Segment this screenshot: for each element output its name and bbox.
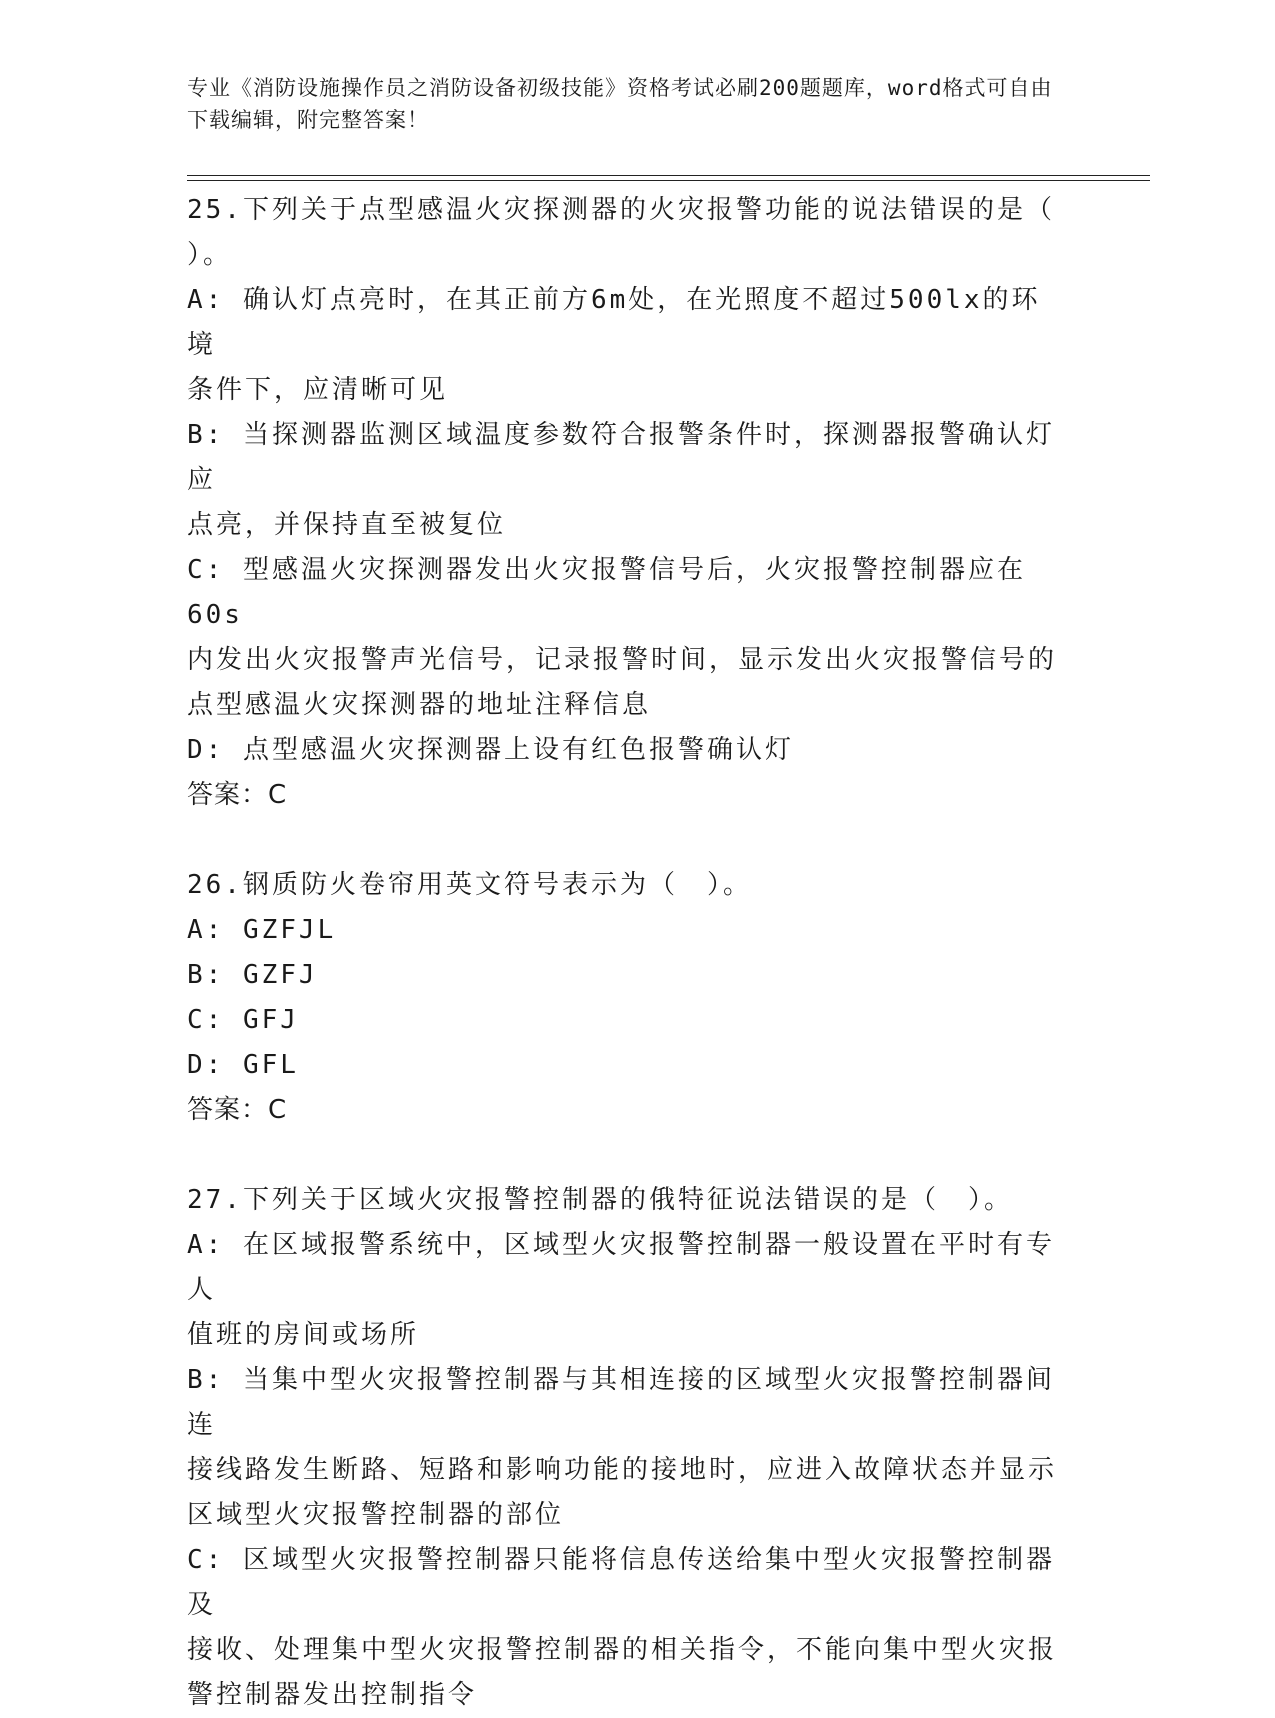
option-line: 接线路发生断路、短路和影响功能的接地时，应进入故障状态并显示 xyxy=(187,1455,1058,1485)
option-line: A: 确认灯点亮时，在其正前方6m处，在光照度不超过500lx的环境 xyxy=(187,285,1041,360)
option-line: D: 点型感温火灾探测器上设有红色报警确认灯 xyxy=(187,735,794,765)
option-line: 点型感温火灾探测器的地址注释信息 xyxy=(187,690,652,720)
option-line: 区域型火灾报警控制器的部位 xyxy=(187,1500,565,1530)
question-26 xyxy=(187,863,1067,1133)
option-a xyxy=(187,908,1067,953)
option-line: B: GZFJ xyxy=(187,960,318,990)
question-stem-line: 26.钢质防火卷帘用英文符号表示为（ ）。 xyxy=(187,870,752,900)
option-line: C: 区域型火灾报警控制器只能将信息传送给集中型火灾报警控制器及 xyxy=(187,1545,1055,1620)
answer-line: 答案：C xyxy=(187,1095,288,1125)
option-a xyxy=(187,278,1067,413)
question-27 xyxy=(187,1178,1067,1718)
option-c xyxy=(187,998,1067,1043)
question-25 xyxy=(187,188,1067,818)
option-line: 点亮，并保持直至被复位 xyxy=(187,510,507,540)
option-line: 值班的房间或场所 xyxy=(187,1320,420,1350)
question-spacer xyxy=(187,1133,1067,1178)
option-line: 接收、处理集中型火灾报警控制器的相关指令，不能向集中型火灾报 xyxy=(187,1635,1058,1665)
question-stem-line: 25.下列关于点型感温火灾探测器的火灾报警功能的说法错误的是（ xyxy=(187,195,1055,225)
header-divider-top xyxy=(187,175,1150,176)
option-c xyxy=(187,548,1067,728)
option-b xyxy=(187,953,1067,998)
option-line: 条件下，应清晰可见 xyxy=(187,375,449,405)
question-list xyxy=(187,188,1067,1718)
question-stem-line: ）。 xyxy=(187,240,233,270)
option-line: 内发出火灾报警声光信号，记录报警时间，显示发出火灾报警信号的 xyxy=(187,645,1058,675)
option-c xyxy=(187,1538,1067,1718)
header-intro-text: 专业《消防设施操作员之消防设备初级技能》资格考试必刷200题题库，word格式可自由下载编辑，附完整答案！ xyxy=(187,76,1053,132)
option-line: 警控制器发出控制指令 xyxy=(187,1680,478,1710)
option-line: C: GFJ xyxy=(187,1005,299,1035)
answer-line: 答案：C xyxy=(187,780,288,810)
document-header xyxy=(187,72,1067,136)
header-divider-bottom xyxy=(187,180,1150,181)
option-d xyxy=(187,728,1067,773)
option-line: D: GFL xyxy=(187,1050,299,1080)
option-b xyxy=(187,1358,1067,1538)
option-line: B: 当探测器监测区域温度参数符合报警条件时，探测器报警确认灯应 xyxy=(187,420,1055,495)
option-line: A: 在区域报警系统中，区域型火灾报警控制器一般设置在平时有专人 xyxy=(187,1230,1055,1305)
option-a xyxy=(187,1223,1067,1358)
option-b xyxy=(187,413,1067,548)
option-d xyxy=(187,1043,1067,1088)
option-line: C: 型感温火灾探测器发出火灾报警信号后，火灾报警控制器应在60s xyxy=(187,555,1026,630)
question-stem-line: 27.下列关于区域火灾报警控制器的俄特征说法错误的是（ ）。 xyxy=(187,1185,1013,1215)
option-line: B: 当集中型火灾报警控制器与其相连接的区域型火灾报警控制器间连 xyxy=(187,1365,1055,1440)
option-line: A: GZFJL xyxy=(187,915,337,945)
question-spacer xyxy=(187,818,1067,863)
